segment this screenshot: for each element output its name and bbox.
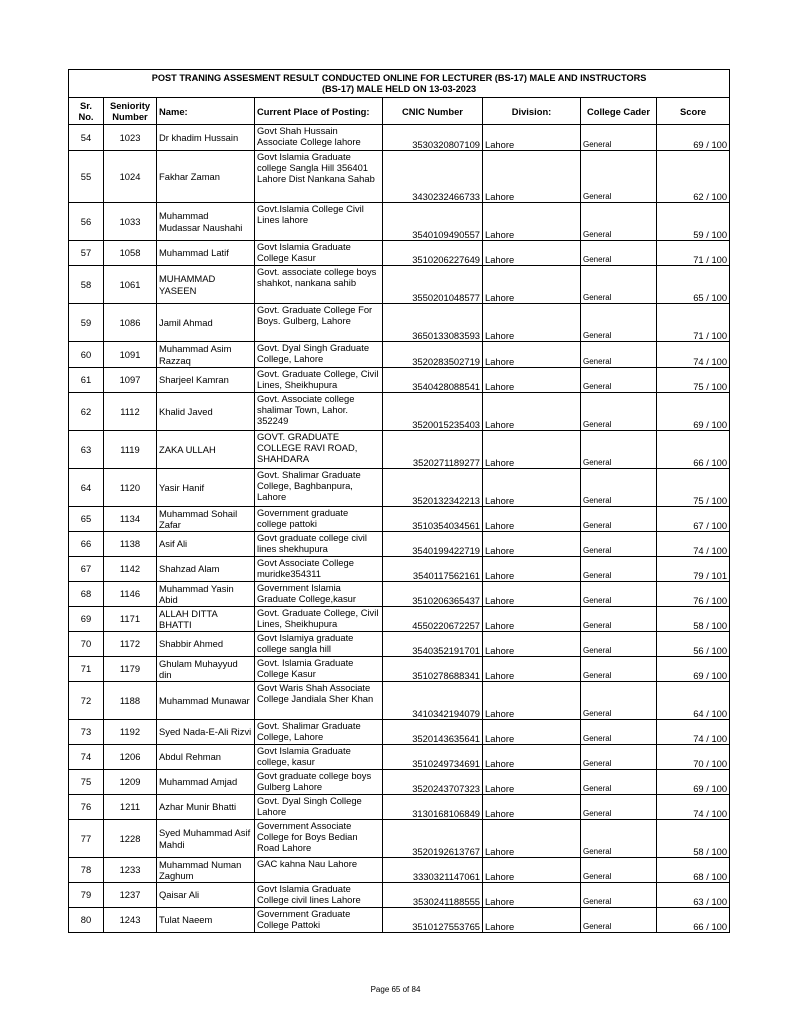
sr-cell: 54 [69,125,104,151]
score-cell: 71 / 100 [657,241,730,266]
name-cell: Syed Muhammad Asif Mahdi [157,820,255,858]
seniority-cell: 1061 [104,266,157,304]
cadre-cell: General [581,241,657,266]
division-cell: Lahore [483,469,581,507]
sr-cell: 75 [69,770,104,795]
sr-cell: 57 [69,241,104,266]
cadre-cell: General [581,125,657,151]
sr-cell: 55 [69,151,104,203]
name-cell: Jamil Ahmad [157,304,255,342]
score-cell: 59 / 100 [657,203,730,241]
division-cell: Lahore [483,582,581,607]
sr-cell: 73 [69,720,104,745]
division-cell: Lahore [483,342,581,368]
division-cell: Lahore [483,557,581,582]
seniority-cell: 1243 [104,908,157,933]
name-cell: Muhammad Mudassar Naushahi [157,203,255,241]
cnic-cell: 3510206227649 [383,241,483,266]
name-cell: Sharjeel Kamran [157,368,255,393]
score-cell: 74 / 100 [657,532,730,557]
col-header-cnic: CNIC Number [383,98,483,125]
name-cell: Shabbir Ahmed [157,632,255,657]
name-cell: Fakhar Zaman [157,151,255,203]
score-cell: 74 / 100 [657,795,730,820]
cadre-cell: General [581,883,657,908]
posting-cell: Government Islamia Graduate College,kasur [255,582,383,607]
cnic-cell: 3520243707323 [383,770,483,795]
table-row [69,795,730,820]
cadre-cell: General [581,632,657,657]
sr-cell: 61 [69,368,104,393]
name-cell: Ghulam Muhayyud din [157,657,255,682]
cadre-cell: General [581,682,657,720]
table-row [69,820,730,858]
sr-cell: 74 [69,745,104,770]
name-cell: Asif Ali [157,532,255,557]
cnic-cell: 3530241188555 [383,883,483,908]
cadre-cell: General [581,820,657,858]
division-cell: Lahore [483,203,581,241]
seniority-cell: 1142 [104,557,157,582]
posting-cell: GOVT. GRADUATE COLLEGE RAVI ROAD, SHAHDARA [255,431,383,469]
table-row [69,469,730,507]
table-row [69,151,730,203]
name-cell: Tulat Naeem [157,908,255,933]
division-cell: Lahore [483,858,581,883]
cnic-cell: 3510249734691 [383,745,483,770]
col-header-score: Score [657,98,730,125]
table-row [69,908,730,933]
table-row [69,203,730,241]
score-cell: 69 / 100 [657,657,730,682]
name-cell: Syed Nada-E-Ali Rizvi [157,720,255,745]
cadre-cell: General [581,770,657,795]
table-row [69,125,730,151]
score-cell: 56 / 100 [657,632,730,657]
cnic-cell: 3550201048577 [383,266,483,304]
cnic-cell: 3540117562161 [383,557,483,582]
score-cell: 69 / 100 [657,770,730,795]
cnic-cell: 4550220672257 [383,607,483,632]
posting-cell: Govt Islamia Graduate College Kasur [255,241,383,266]
seniority-cell: 1033 [104,203,157,241]
name-cell: Muhammad Amjad [157,770,255,795]
cnic-cell: 3430232466733 [383,151,483,203]
table-row [69,241,730,266]
col-header-cadre: College Cader [581,98,657,125]
seniority-cell: 1058 [104,241,157,266]
posting-cell: Government Associate College for Boys Bedian Road Lahore [255,820,383,858]
cadre-cell: General [581,532,657,557]
sr-cell: 59 [69,304,104,342]
posting-cell: Govt. Shalimar Graduate College, Lahore [255,720,383,745]
table-row [69,632,730,657]
cadre-cell: General [581,745,657,770]
seniority-cell: 1023 [104,125,157,151]
seniority-cell: 1209 [104,770,157,795]
score-cell: 71 / 100 [657,304,730,342]
cnic-cell: 3540199422719 [383,532,483,557]
table-row [69,657,730,682]
sr-cell: 56 [69,203,104,241]
division-cell: Lahore [483,241,581,266]
score-cell: 58 / 100 [657,607,730,632]
cnic-cell: 3510127553765 [383,908,483,933]
score-cell: 62 / 100 [657,151,730,203]
cnic-cell: 3540428088541 [383,368,483,393]
name-cell: Muhammad Numan Zaghum [157,858,255,883]
table-row [69,266,730,304]
name-cell: Khalid Javed [157,393,255,431]
division-cell: Lahore [483,266,581,304]
col-header-division: Division: [483,98,581,125]
col-header-name: Name: [157,98,255,125]
score-cell: 70 / 100 [657,745,730,770]
posting-cell: Govt Waris Shah Associate College Jandiala Sher Khan [255,682,383,720]
sr-cell: 63 [69,431,104,469]
sr-cell: 65 [69,507,104,532]
score-cell: 79 / 101 [657,557,730,582]
cadre-cell: General [581,507,657,532]
posting-cell: Govt. Shalimar Graduate College, Baghbanpura, Lahore [255,469,383,507]
seniority-cell: 1211 [104,795,157,820]
division-cell: Lahore [483,607,581,632]
cadre-cell: General [581,393,657,431]
sr-cell: 67 [69,557,104,582]
cnic-cell: 3510206365437 [383,582,483,607]
seniority-cell: 1134 [104,507,157,532]
division-cell: Lahore [483,393,581,431]
score-cell: 58 / 100 [657,820,730,858]
posting-cell: Govt Islamia Graduate College civil lines Lahore [255,883,383,908]
cnic-cell: 3520143635641 [383,720,483,745]
division-cell: Lahore [483,883,581,908]
table-row [69,720,730,745]
posting-cell: Govt. Graduate College, Civil Lines, Sheikhupura [255,368,383,393]
seniority-cell: 1233 [104,858,157,883]
division-cell: Lahore [483,657,581,682]
sr-cell: 77 [69,820,104,858]
division-cell: Lahore [483,532,581,557]
posting-cell: Govt. Graduate College For Boys. Gulberg, Lahore [255,304,383,342]
cadre-cell: General [581,607,657,632]
seniority-cell: 1237 [104,883,157,908]
division-cell: Lahore [483,770,581,795]
seniority-cell: 1179 [104,657,157,682]
posting-cell: Govt. Associate college shalimar Town, Lahor. 352249 [255,393,383,431]
score-cell: 69 / 100 [657,125,730,151]
name-cell: Abdul Rehman [157,745,255,770]
table-row [69,368,730,393]
posting-cell: Govt Islamiya graduate college sangla hill [255,632,383,657]
score-cell: 63 / 100 [657,883,730,908]
seniority-cell: 1188 [104,682,157,720]
sr-cell: 62 [69,393,104,431]
division-cell: Lahore [483,795,581,820]
score-cell: 76 / 100 [657,582,730,607]
division-cell: Lahore [483,632,581,657]
table-row [69,682,730,720]
name-cell: Muhammad Yasin Abid [157,582,255,607]
cnic-cell: 3540352191701 [383,632,483,657]
col-header-seniority [104,98,157,125]
seniority-cell: 1024 [104,151,157,203]
posting-cell: Govt Shah Hussain Associate College lahore [255,125,383,151]
score-cell: 69 / 100 [657,393,730,431]
seniority-cell: 1086 [104,304,157,342]
cadre-cell: General [581,203,657,241]
division-cell: Lahore [483,682,581,720]
table-row [69,342,730,368]
results-rows [69,125,730,933]
cadre-cell: General [581,657,657,682]
sr-cell: 66 [69,532,104,557]
division-cell: Lahore [483,745,581,770]
report-title [69,70,730,98]
seniority-cell: 1097 [104,368,157,393]
cadre-cell: General [581,469,657,507]
seniority-cell: 1171 [104,607,157,632]
score-cell: 75 / 100 [657,368,730,393]
posting-cell: Government graduate college pattoki [255,507,383,532]
cnic-cell: 3510278688341 [383,657,483,682]
col-header-seniority-line-2: Number [112,111,148,122]
division-cell: Lahore [483,720,581,745]
col-header-seniority-line-1: Seniority [109,100,151,111]
sr-cell: 58 [69,266,104,304]
score-cell: 75 / 100 [657,469,730,507]
score-cell: 65 / 100 [657,266,730,304]
score-cell: 66 / 100 [657,431,730,469]
posting-cell: Govt graduate college boys Gulberg Lahore [255,770,383,795]
division-cell: Lahore [483,151,581,203]
table-row [69,393,730,431]
division-cell: Lahore [483,304,581,342]
seniority-cell: 1091 [104,342,157,368]
seniority-cell: 1138 [104,532,157,557]
score-cell: 64 / 100 [657,682,730,720]
col-header-sr [69,98,104,125]
sr-cell: 68 [69,582,104,607]
cadre-cell: General [581,151,657,203]
division-cell: Lahore [483,431,581,469]
division-cell: Lahore [483,507,581,532]
report-title-line-1: POST TRANING ASSESMENT RESULT CONDUCTED ONLINE FOR LECTURER (BS-17) MALE AND INSTRUCTORS [151,72,647,83]
cadre-cell: General [581,342,657,368]
results-table [68,69,730,933]
cadre-cell: General [581,266,657,304]
seniority-cell: 1146 [104,582,157,607]
seniority-cell: 1228 [104,820,157,858]
sr-cell: 64 [69,469,104,507]
sr-cell: 71 [69,657,104,682]
posting-cell: Govt. associate college boys shahkot, nankana sahib [255,266,383,304]
cadre-cell: General [581,720,657,745]
cnic-cell: 3520283502719 [383,342,483,368]
cadre-cell: General [581,858,657,883]
posting-cell: Govt. Dyal Singh Graduate College, Lahore [255,342,383,368]
posting-cell: Govt. Dyal Singh College Lahore [255,795,383,820]
score-cell: 67 / 100 [657,507,730,532]
sr-cell: 72 [69,682,104,720]
name-cell: ZAKA ULLAH [157,431,255,469]
name-cell: Muhammad Munawar [157,682,255,720]
posting-cell: Govt. Graduate College, Civil Lines, Sheikhupura [255,607,383,632]
cnic-cell: 3130168106849 [383,795,483,820]
cnic-cell: 3540109490557 [383,203,483,241]
table-row [69,770,730,795]
seniority-cell: 1192 [104,720,157,745]
division-cell: Lahore [483,908,581,933]
page-footer: Page 65 of 84 [370,985,421,994]
seniority-cell: 1206 [104,745,157,770]
table-row [69,532,730,557]
posting-cell: Govt graduate college civil lines shekhupura [255,532,383,557]
cadre-cell: General [581,431,657,469]
posting-cell: Govt Associate College muridke354311 [255,557,383,582]
seniority-cell: 1172 [104,632,157,657]
score-cell: 66 / 100 [657,908,730,933]
posting-cell: Govt Islamia Graduate college Sangla Hill 356401 Lahore Dist Nankana Sahab [255,151,383,203]
cnic-cell: 3650133083593 [383,304,483,342]
cnic-cell: 3510354034561 [383,507,483,532]
sr-cell: 80 [69,908,104,933]
seniority-cell: 1119 [104,431,157,469]
table-row [69,507,730,532]
cadre-cell: General [581,368,657,393]
table-row [69,431,730,469]
table-row [69,745,730,770]
name-cell: Qaisar Ali [157,883,255,908]
sr-cell: 69 [69,607,104,632]
cadre-cell: General [581,557,657,582]
name-cell: Dr khadim Hussain [157,125,255,151]
cadre-cell: General [581,908,657,933]
cnic-cell: 3520271189277 [383,431,483,469]
col-header-sr-line-1: Sr. [80,100,92,111]
cnic-cell: 3330321147061 [383,858,483,883]
table-row [69,582,730,607]
cadre-cell: General [581,304,657,342]
cnic-cell: 3410342194079 [383,682,483,720]
table-row [69,557,730,582]
cadre-cell: General [581,795,657,820]
col-header-sr-line-2: No. [78,111,94,122]
sr-cell: 60 [69,342,104,368]
name-cell: Shahzad Alam [157,557,255,582]
posting-cell: GAC kahna Nau Lahore [255,858,383,883]
col-header-posting: Current Place of Posting: [255,98,383,125]
division-cell: Lahore [483,820,581,858]
name-cell: Muhammad Sohail Zafar [157,507,255,532]
score-cell: 74 / 100 [657,342,730,368]
table-row [69,304,730,342]
cnic-cell: 3520132342213 [383,469,483,507]
cnic-cell: 3520015235403 [383,393,483,431]
score-cell: 68 / 100 [657,858,730,883]
sr-cell: 76 [69,795,104,820]
report-title-line-2: (BS-17) MALE HELD ON 13-03-2023 [321,83,477,94]
cnic-cell: 3520192613767 [383,820,483,858]
posting-cell: Govt Islamia Graduate college, kasur [255,745,383,770]
sr-cell: 70 [69,632,104,657]
name-cell: ALLAH DITTA BHATTI [157,607,255,632]
sr-cell: 78 [69,858,104,883]
table-row [69,858,730,883]
posting-cell: Govt. Islamia Graduate College Kasur [255,657,383,682]
seniority-cell: 1120 [104,469,157,507]
posting-cell: Govt.Islamia College Civil Lines lahore [255,203,383,241]
name-cell: MUHAMMAD YASEEN [157,266,255,304]
division-cell: Lahore [483,368,581,393]
name-cell: Azhar Munir Bhatti [157,795,255,820]
posting-cell: Government Graduate College Pattoki [255,908,383,933]
table-row [69,607,730,632]
name-cell: Muhammad Asim Razzaq [157,342,255,368]
seniority-cell: 1112 [104,393,157,431]
name-cell: Yasir Hanif [157,469,255,507]
division-cell: Lahore [483,125,581,151]
table-row [69,883,730,908]
cnic-cell: 3530320807109 [383,125,483,151]
cadre-cell: General [581,582,657,607]
sr-cell: 79 [69,883,104,908]
score-cell: 74 / 100 [657,720,730,745]
name-cell: Muhammad Latif [157,241,255,266]
